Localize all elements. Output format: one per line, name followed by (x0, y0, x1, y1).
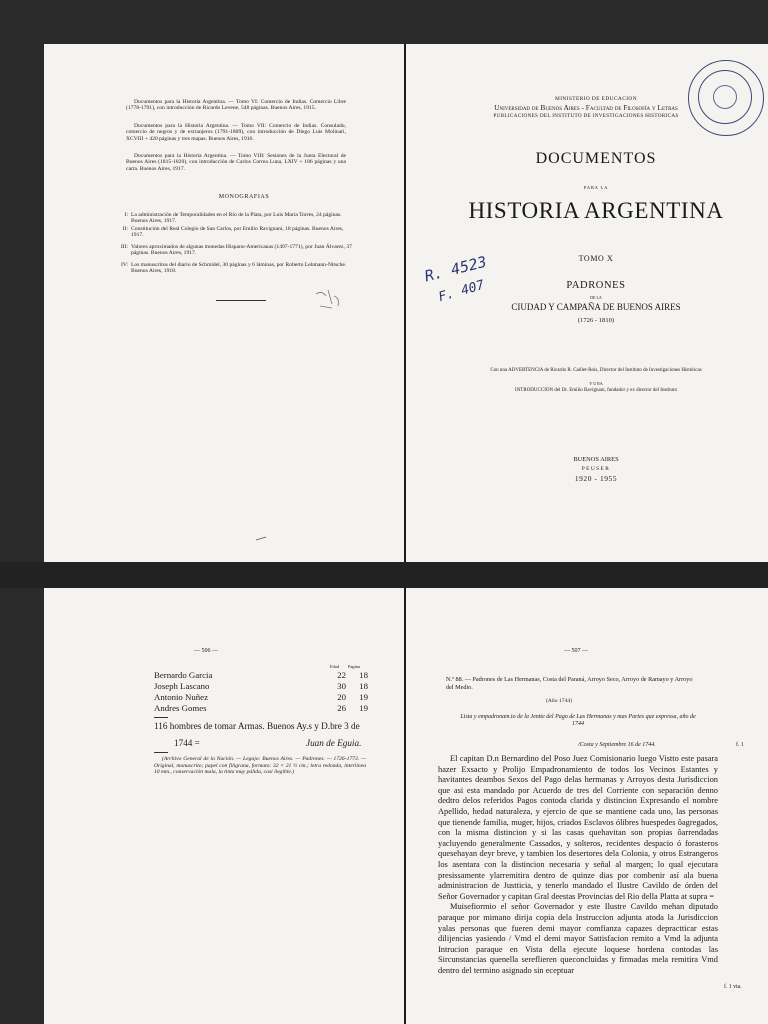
left-page-series-list (44, 44, 404, 562)
page-506 (44, 588, 404, 1024)
document-heading: N.º 88. — Padrones de Las Hermanas, Costa del Paraná, Arroyo Seco, Arroyo de Ramayo y Arroyo del Medio. (446, 676, 693, 691)
table-row: Bernardo Garcia 22 18 (154, 670, 368, 680)
archive-note: (Archivo General de la Nación. — Legajo: Buenos Aires. — Padrones. — 1726-1773. — Original, manuscrito; papel con filigrana, formato: 32 × 21 ½ cm.; letra redonda, interlínea 10 mm., conservación mala, la tinta muy pálida, casi ilegible.) (154, 756, 366, 776)
university-line: Universidad de Buenos Aires - Facultad de Filosofía y Letras (494, 103, 678, 112)
reference-tomo-vii: Documentos para la Historia Argentina. — Tomo VII: Comercio de Indias. Consulado, comercio de negros y de extranjeros (1791-1809), con introducción de Diego Luis Molinari, XCVIII + 420 páginas y tres mapas. Buenos Aires, 1916. (126, 123, 346, 142)
padrones-title: PADRONES (566, 280, 626, 291)
monografia-item: IV: Los manuscritos del diario de Schmidel, 30 páginas y 6 láminas, por Roberto Lehmann-Nitsche. Buenos Aires, 1918. (120, 262, 347, 275)
short-rule (154, 752, 168, 753)
library-stamp-seal (688, 60, 764, 136)
ciudad-campana-title: CIUDAD Y CAMPAÑA DE BUENOS AIRES (511, 302, 681, 312)
column-header-edad: Edad (330, 664, 340, 669)
document-subtitle: Lista y empadronam.to de la Jentte del Pago de Las Hermanas y mas Partes que expressa, año de 1744 (460, 714, 696, 728)
monografia-item: II: Constitución del Real Colegio de San Carlos, por Emilio Ravignani, 18 páginas. Buenos Aires, 1917. (122, 226, 344, 239)
page-number: — 506 — (194, 648, 218, 654)
body-paragraph: Muisefiormio el señor Governador y este Ilustre Cavildo mehan diputado paraque por mimano dirija copia dela Instruccion adjunta atoda la Jurisdiccion yalas personas que fueren demi mayor comfianza capazes depractticar estas dilijencias yasiendo / Vmd el demi mayor Sattisfacion remito a Vmd la adjunta Intrucion paraque en Vista della ejecute loquese hordena contodas las Sircunstancias quenella sereflieren queconcluidas y firmadas mela remitira Vmd dentro del termino asignado sin eceptuar (438, 902, 718, 975)
para-la: PARA LA (583, 185, 609, 190)
scan-separator (0, 562, 768, 588)
folio-marker-verso: f. 1 vta. (724, 984, 742, 990)
ministry-line: MINISTERIO DE EDUCACION (555, 96, 637, 102)
table-row: Joseph Lascano 30 18 (154, 681, 368, 691)
document-year: (Año 1744) (546, 698, 572, 704)
handwritten-catalog-number: R. 4523 (422, 252, 489, 286)
documentos-title: DOCUMENTOS (535, 150, 657, 167)
body-paragraph: El capitan D.n Bernardino del Poso Juez Comisionario luego Vistto este pasara hazer Exsacto y Prolijo Empadronamiento de todos los Vecinos Estantes y havitantes deambos Sexos del Pago delas hermanas y Arroyos desta Jurisdiccion que asi esta mandado por Acuerdo de tres del Corriente con separación denno dedtro delos referidos Pagos contoda clarida y distincion Expresando el nombre Apellido, hedad naturaleza, y ejercio de que se mantiene cada uno, las personas que tienende familia, muger, hijos, criados Esclavos ólibres huespedes ôagregados, con la misma distincion y si las casas quehavitan son propias ôarrendadas yacluyendo generalmente Cassados, y solteros, recidentes despacio ó forasteros quesehayan deyr breve, y tambien los desertores dela Colonia, y otros Estrangeros los asentara con la distincion necesaria y señal al margen; lo qual ejecutara presissamente ylarremitira dentro de quinze dias por combenir así ala buena administracion de Justticia, y tenerlo mandado el Ilustre Cavildo de órden del Señor Governador y capitan Gral deestas Provincias del Rio della Platta at supra = (438, 754, 718, 901)
stray-mark (254, 534, 274, 544)
de-la: DE LA (590, 295, 602, 300)
monografias-heading: MONOGRAFIAS (218, 194, 270, 200)
historia-argentina-title: HISTORIA ARGENTINA (468, 198, 724, 223)
title-page (406, 44, 768, 562)
signature: Juan de Eguia. (306, 738, 362, 748)
publications-line: PUBLICACIONES DEL INSTITUTO DE INVESTIGACIONES HISTORICAS (493, 113, 679, 119)
introduccion-credit: INTRODUCCION del Dr. Emilio Ravignani, fundador y ex director del Instituto (515, 388, 677, 393)
page-number: — 507 — (564, 648, 588, 654)
folio-marker: f. 1 (736, 742, 744, 748)
publication-city: BUENOS AIRES (573, 456, 619, 463)
dateline: /Costa y Septiembre 16 de 1744. (578, 742, 656, 748)
handwritten-folio-number: F. 407 (436, 277, 487, 306)
page-507 (406, 588, 768, 1024)
reference-tomo-vi: Documentos para la Historia Argentina. — Tomo VI: Comercio de Indias. Comercio Libre (1778-1791), con introducción de Ricardo Levene, 548 páginas. Buenos Aires, 1915. (126, 99, 346, 112)
table-row: Antonio Nuñez 20 19 (154, 692, 368, 702)
monografia-item: I: La administración de Temporalidades en el Río de la Plata, por Luis María Torres, 24 páginas. Buenos Aires, 1917. (124, 212, 342, 225)
publisher-name: PEUSER (581, 466, 611, 472)
y-una: Y UNA (589, 381, 603, 386)
publication-years: 1920 - 1955 (574, 474, 618, 483)
advertencia-credit: Con una ADVERTENCIA de Ricardo R. Caillet-Bois, Director del Instituto de Investigaciones Históricas (490, 368, 702, 373)
column-header-pagina: Pagina (348, 664, 360, 669)
monografia-item: III: Valores aproximados de algunas monedas Hispano-Americanas (1497-1771), por Juan Álvarez, 37 páginas. Buenos Aires, 1917. (120, 244, 352, 257)
short-rule (154, 717, 168, 718)
pencil-mark (310, 280, 350, 320)
year-line: 1744 = (174, 738, 200, 748)
tomo-number: TOMO X (578, 254, 614, 263)
end-rule (216, 300, 266, 301)
date-range: (1726 - 1810) (577, 317, 615, 324)
total-line: 116 hombres de tomar Armas. Buenos Ay.s y D.bre 3 de (154, 721, 360, 731)
table-row: Andres Gomes 26 19 (154, 703, 368, 713)
document-body (438, 754, 718, 976)
reference-tomo-viii: Documentos para la Historia Argentina. — Tomo VIII: Sesiones de la Junta Electoral de Buenos Aires (1815-1820), con introducción de Carlos Correa Luna, LXIV + 186 páginas y una carta. Buenos Aires, 1917. (126, 153, 346, 172)
